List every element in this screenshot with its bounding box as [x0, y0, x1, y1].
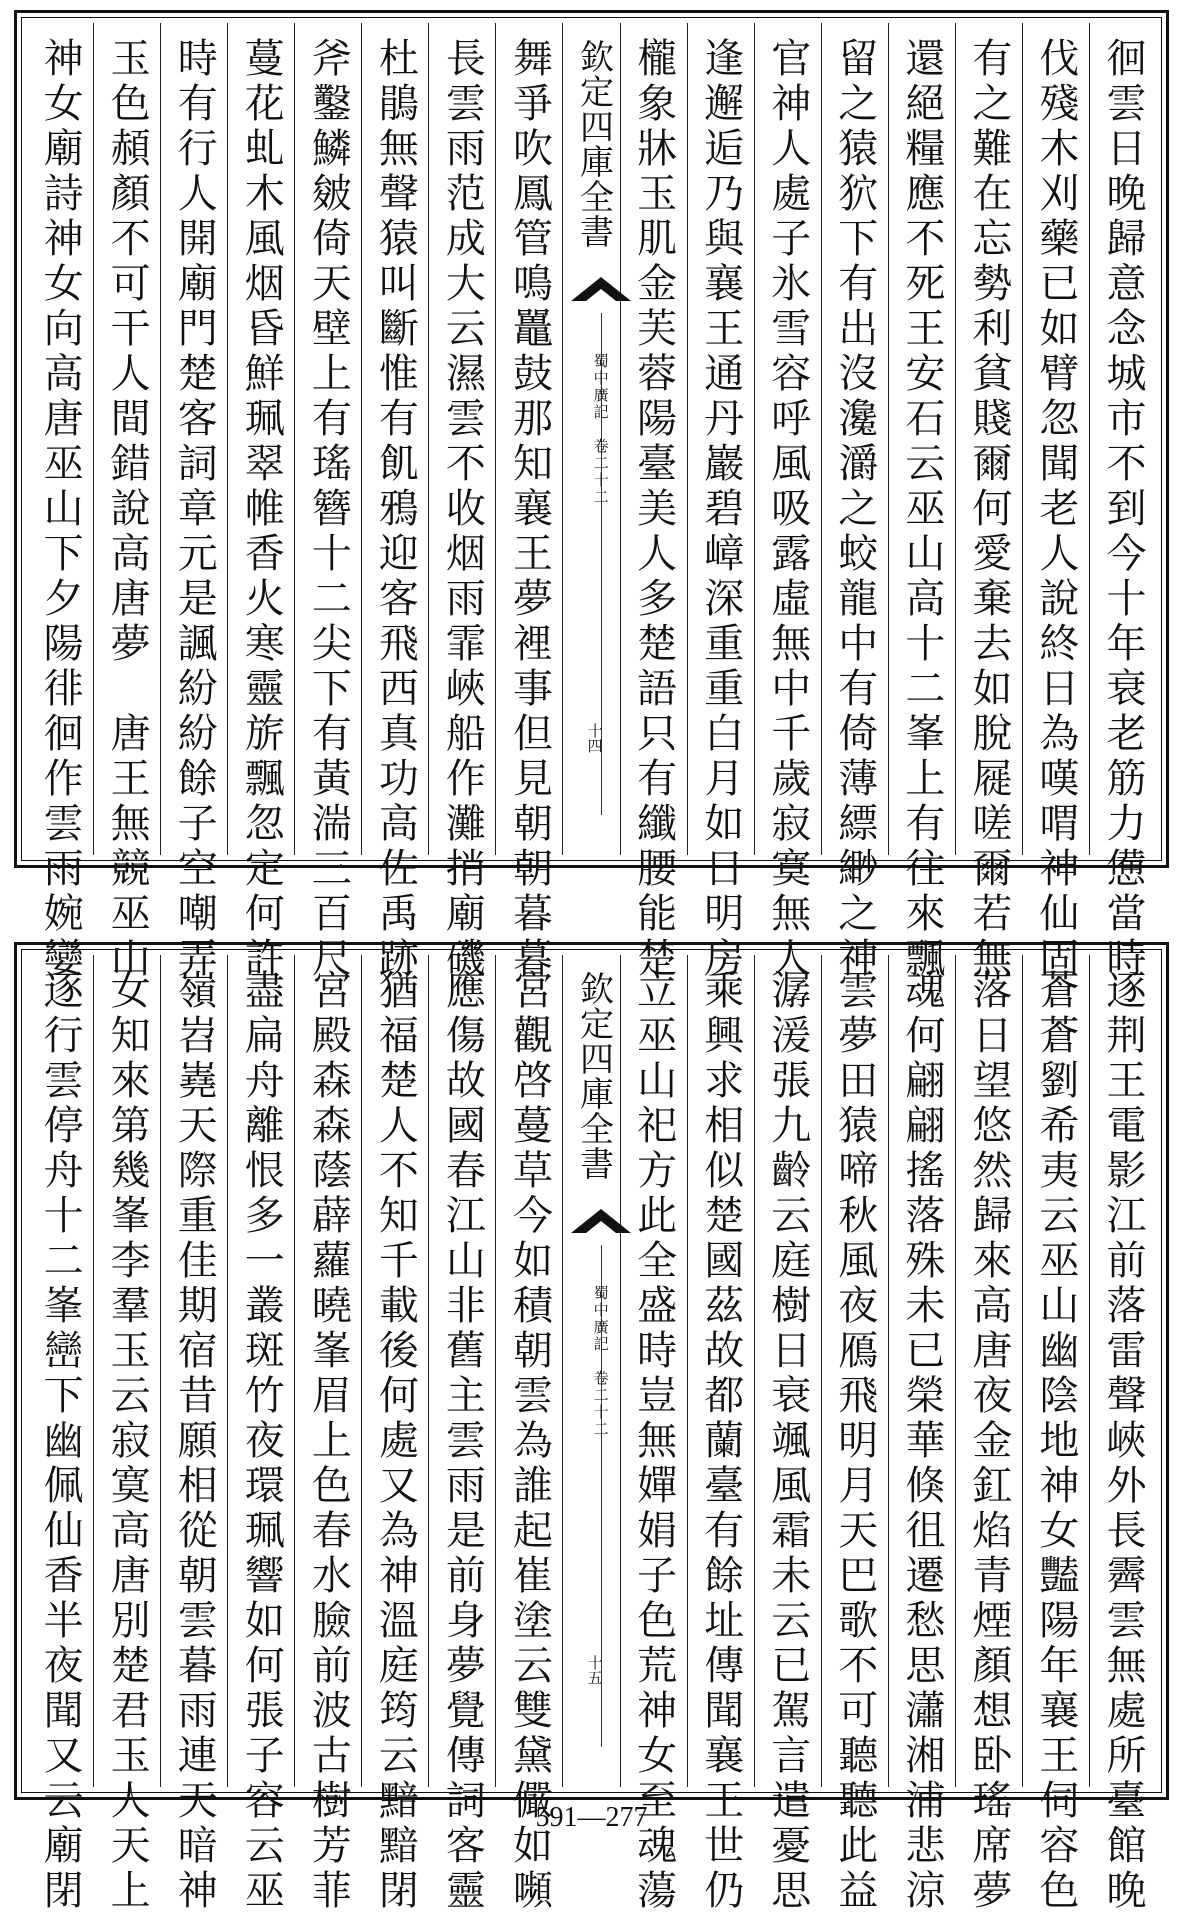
column-text: 宮觀啓蔓草今如積朝雲為誰起崔塗云雙黛儼如嚬	[506, 969, 553, 1914]
text-column	[428, 23, 495, 982]
text-column	[821, 23, 888, 982]
text-column	[754, 23, 821, 982]
text-column	[495, 23, 562, 982]
text-column	[754, 955, 821, 1914]
column-text: 雲夢田猿啼秋風夜鴈飛明月天巴歌不可聽聽此益	[831, 969, 878, 1914]
upper-page-columns	[27, 23, 1156, 982]
text-column	[294, 955, 361, 1914]
column-text: 魂何翩翩搖落殊未已榮華倏徂遷愁思瀟湘浦悲涼	[898, 969, 945, 1914]
text-column	[93, 955, 160, 1914]
column-text: 潺湲張九齡云庭樹日衰颯風霜未云已駕言遣憂思	[764, 969, 811, 1914]
fish-tail-ornament	[571, 1205, 631, 1235]
column-text: 舞爭吹鳳管鳴鼉鼓那知襄王夢裡事但見朝朝暮暮	[506, 37, 553, 982]
column-text: 女知來第幾峯李羣玉云寂寞高唐別楚君玉人天上	[104, 969, 151, 1914]
text-column	[955, 23, 1022, 982]
column-text: 留之猿狖下有出沒瀺灂之蛟龍中有倚薄縹緲之神	[831, 37, 878, 982]
text-column	[428, 955, 495, 1914]
text-column	[821, 955, 888, 1914]
fish-tail-ornament	[571, 273, 631, 303]
book-title: 欽定四庫全書	[573, 39, 614, 249]
text-column	[227, 23, 294, 982]
text-column	[1022, 955, 1089, 1914]
column-text: 官神人處子氷雪容呼風吸露虛無中千歲寂寞無人	[764, 37, 811, 982]
column-text: 杜鵑無聲猿叫斷惟有飢鴉迎客飛西真功高佐禹跡	[372, 37, 419, 982]
text-column	[294, 23, 361, 982]
text-column	[27, 23, 93, 982]
center-fold-column	[562, 955, 619, 1787]
column-text: 立巫山祀方此全盛時豈無嬋娟子色荒神女至魂蕩	[630, 969, 677, 1914]
column-text: 逐荆王電影江前落雷聲峽外長霽雲無處所臺館晚	[1099, 969, 1146, 1914]
text-column	[687, 955, 754, 1914]
text-column	[361, 955, 428, 1914]
book-title: 欽定四庫全書	[573, 971, 614, 1181]
text-column	[227, 955, 294, 1914]
text-column	[160, 955, 227, 1914]
column-text: 徊雲日晚歸意念城市不到今十年衰老筋力憊當時	[1099, 37, 1146, 982]
column-text: 落日望悠然歸來高唐夜金釭焰青煙顏想卧瑤席夢	[965, 969, 1012, 1914]
text-column	[160, 23, 227, 982]
center-fold-column	[562, 23, 619, 855]
column-text: 長雲雨范成大云濕雲不收烟雨霏峽船作灘捎廟磯	[439, 37, 486, 982]
column-text: 盡扁舟離恨多一叢斑竹夜環珮響如何張子容云巫	[238, 969, 285, 1914]
column-text: 逐行雲停舟十二峯巒下幽佩仙香半夜聞又云廟閉	[37, 969, 84, 1914]
column-text: 應傷故國春江山非舊主雲雨是前身夢覺傳詞客靈	[439, 969, 486, 1914]
column-text: 乘興求相似楚國茲故都蘭臺有餘址傳聞襄王世仍	[697, 969, 744, 1914]
column-text: 神女廟詩神女向高唐巫山下夕陽徘徊作雲雨婉孌	[37, 37, 84, 982]
column-text: 有之難在忘勢利貧賤爾何愛棄去如脫屣嗟爾若無	[965, 37, 1012, 982]
upper-page	[14, 10, 1169, 982]
column-text: 玉色頳顏不可干人間錯說高唐夢 唐王無競巫山	[104, 37, 151, 982]
text-column	[1089, 23, 1156, 982]
volume-label: 蜀中廣記 卷二十二	[591, 1285, 610, 1438]
text-column	[495, 955, 562, 1914]
column-text: 斧鑿鱗皴倚天壁上有瑤簪十二尖下有黃湍三百尺	[305, 37, 352, 982]
column-text: 伐殘木刈藥已如臂忽聞老人說終日為嘆喟神仙固	[1032, 37, 1079, 982]
leaf-number: 十四	[585, 723, 604, 753]
page-number-footer: 591—277	[535, 1802, 648, 1833]
column-text: 蔓花虬木風烟昏鮮珮翠帷香火寒靈旂飄忽定何許	[238, 37, 285, 982]
column-text: 時有行人開廟門楚客詞章元是諷紛紛餘子空嘲弄	[171, 37, 218, 982]
text-column	[27, 955, 93, 1914]
text-column	[955, 955, 1022, 1914]
leaf-number: 十五	[585, 1655, 604, 1685]
text-column	[620, 23, 687, 982]
text-column	[888, 955, 955, 1914]
column-text: 嶺岧嶤天際重佳期宿昔願相從朝雲暮雨連天暗神	[171, 969, 218, 1914]
column-text: 櫳象牀玉肌金芙蓉陽臺美人多楚語只有纖腰能楚	[630, 37, 677, 982]
volume-label: 蜀中廣記 卷二十二	[591, 353, 610, 506]
column-text: 宮殿森森蔭薜蘿曉峯眉上色春水臉前波古樹芳菲	[305, 969, 352, 1914]
text-column	[361, 23, 428, 982]
text-column	[888, 23, 955, 982]
text-column	[93, 23, 160, 982]
column-text: 蒼蒼劉希夷云巫山幽陰地神女豔陽年襄王伺容色	[1032, 969, 1079, 1914]
column-text: 猶福楚人不知千載後何處又為神溫庭筠云黯黯閉	[372, 969, 419, 1914]
text-column	[1089, 955, 1156, 1914]
text-column	[687, 23, 754, 982]
column-text: 逢邂逅乃與襄王通丹巖碧嶂深重重白月如日明房	[697, 37, 744, 982]
column-text: 還絕糧應不死王安石云巫山高十二峯上有往來飄	[898, 37, 945, 982]
text-column	[1022, 23, 1089, 982]
text-column	[620, 955, 687, 1914]
